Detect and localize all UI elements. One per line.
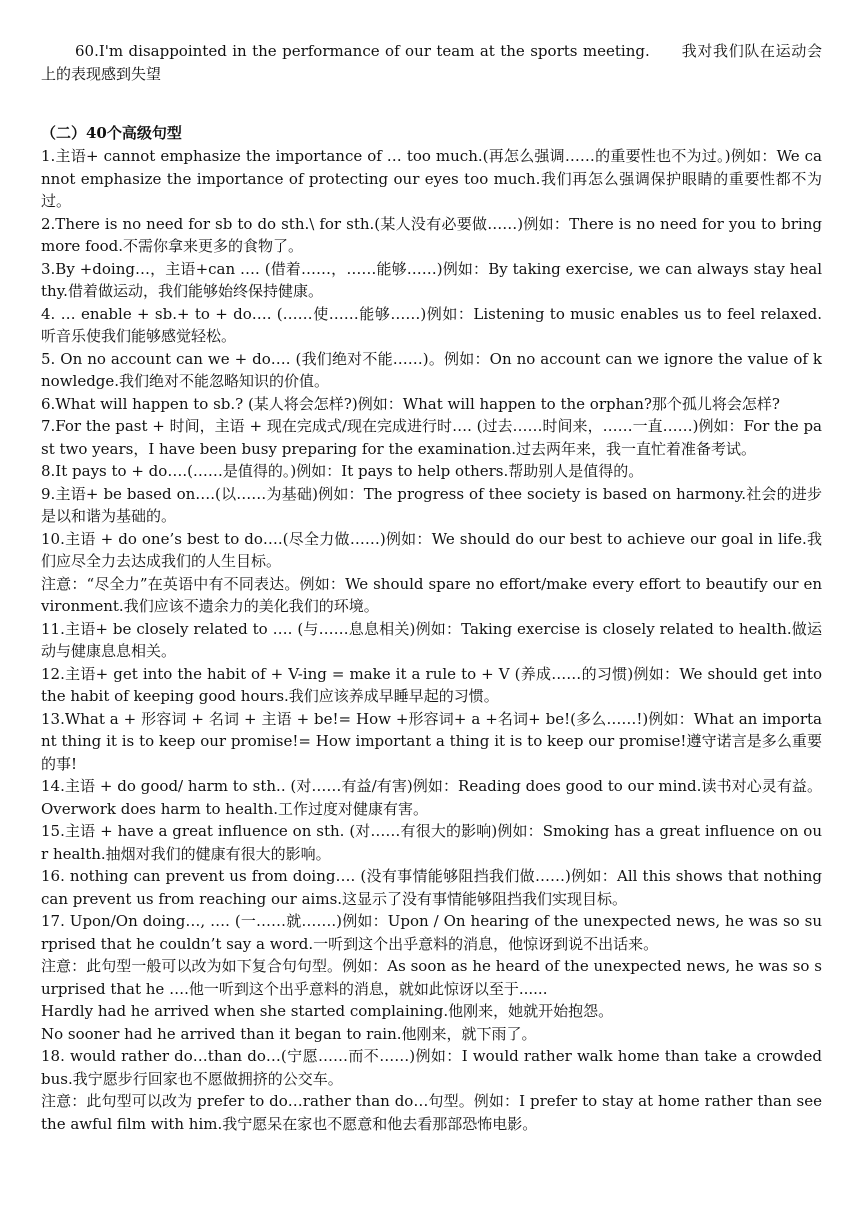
list-item: 10.主语 + do one’s best to do….(尽全力做……)例如：We should do our best to achieve our goal in life.我们应尽全力去达成我们的人生目标。 [41, 529, 822, 570]
list-item: 1.主语+ cannot emphasize the importance of … too much.(再怎么强调……的重要性也不为过。)例如：We cannot emphasize the importance of protecting our eyes too much.我们再怎么强调保护眼睛的重要性都不为过。 [41, 147, 822, 210]
example-item: No sooner had he arrived than it began to rain.他刚来，就下雨了。 [41, 1024, 537, 1043]
list-item: 8.It pays to + do….(……是值得的。)例如：It pays to help others.帮助别人是值得的。 [41, 462, 644, 480]
list-item: 15.主语 + have a great influence on sth. (对……有很大的影响)例如：Smoking has a great influence on our health.抽烟对我们的健康有很大的影响。 [41, 822, 822, 863]
intro-sentence: 60.I'm disappointed in the performance of our team at the sports meeting. 我对我们队在运动会上的表现感到失望 [41, 42, 822, 83]
list-item: 13.What a + 形容词 + 名词 + 主语 + be!= How +形容词+ a +名词+ be!(多么……!)例如：What an important thing it is to keep our promise!= How important a thing it is to keep our promise!遵守诺言是多么重要的事! [41, 709, 822, 773]
list-item: 7.For the past + 时间，主语 + 现在完成式/现在完成进行时…. (过去……时间来，……一直……)例如：For the past two years，I have been busy preparing for the examination.过去两年来，我一直忙着准备考试。 [41, 417, 822, 458]
list-item: 11.主语+ be closely related to …. (与……息息相关)例如：Taking exercise is closely related to health.做运动与健康息息相关。 [41, 619, 822, 660]
note-item: 注意：此句型一般可以改为如下复合句句型。例如：As soon as he heard of the unexpected news, he was so surprised that he ….他一听到这个出乎意料的消息，就如此惊讶以至于...... [41, 957, 822, 998]
list-item: 12.主语+ get into the habit of + V-ing = make it a rule to + V (养成……的习惯)例如：We should get into the habit of keeping good hours.我们应该养成早睡早起的习惯。 [41, 664, 822, 705]
note-item: 注意：此句型可以改为 prefer to do…rather than do…句型。例如：I prefer to stay at home rather than see the awful film with him.我宁愿呆在家也不愿意和他去看那部恐怖电影。 [41, 1092, 822, 1133]
list-item: 6.What will happen to sb.? (某人将会怎样?)例如：What will happen to the orphan?那个孤儿将会怎样? [41, 394, 780, 413]
blank-gap [41, 85, 822, 121]
list-item: 16. nothing can prevent us from doing…. (没有事情能够阻挡我们做……)例如：All this shows that nothing can prevent us from reaching our aims.这显示了没有事情能够阻挡我们实现目标。 [41, 867, 822, 908]
example-item: Hardly had he arrived when she started complaining.他刚来，她就开始抱怨。 [41, 1002, 614, 1020]
sentence-pattern-list [41, 145, 822, 1135]
note-item: 注意：“尽全力”在英语中有不同表达。例如：We should spare no effort/make every effort to beautify our environment.我们应该不遗余力的美化我们的环境。 [41, 574, 822, 615]
list-item: 14.主语 + do good/ harm to sth.. (对……有益/有害)例如：Reading does good to our mind.读书对心灵有益。Overwork does harm to health.工作过度对健康有害。 [41, 777, 822, 818]
list-item: 2.There is no need for sb to do sth.\ for sth.(某人没有必要做……)例如：There is no need for you to bring more food.不需你拿来更多的食物了。 [41, 214, 822, 255]
section-heading: （二）40个高级句型 [41, 124, 182, 142]
list-item: 9.主语+ be based on….(以……为基础)例如：The progress of thee society is based on harmony.社会的进步是以和谐为基础的。 [41, 484, 822, 525]
list-item: 5. On no account can we + do…. (我们绝对不能……)。例如：On no account can we ignore the value of knowledge.我们绝对不能忽略知识的价值。 [41, 349, 822, 390]
list-item: 18. would rather do…than do…(宁愿……而不……)例如：I would rather walk home than take a crowded bus.我宁愿步行回家也不愿做拥挤的公交车。 [41, 1047, 822, 1088]
list-item: 4. … enable + sb.+ to + do…. (……使……能够……)例如：Listening to music enables us to feel relaxed.听音乐使我们能够感觉轻松。 [41, 304, 822, 345]
list-item: 17. Upon/On doing…, …. (一……就…….)例如：Upon / On hearing of the unexpected news, he was so surprised that he couldn’t say a word.一听到这个出乎意料的消息，他惊讶到说不出话来。 [41, 912, 822, 953]
list-item: 3.By +doing…，主语+can …. (借着……，……能够……)例如：By taking exercise, we can always stay healthy.借着做运动，我们能够始终保持健康。 [41, 259, 822, 300]
